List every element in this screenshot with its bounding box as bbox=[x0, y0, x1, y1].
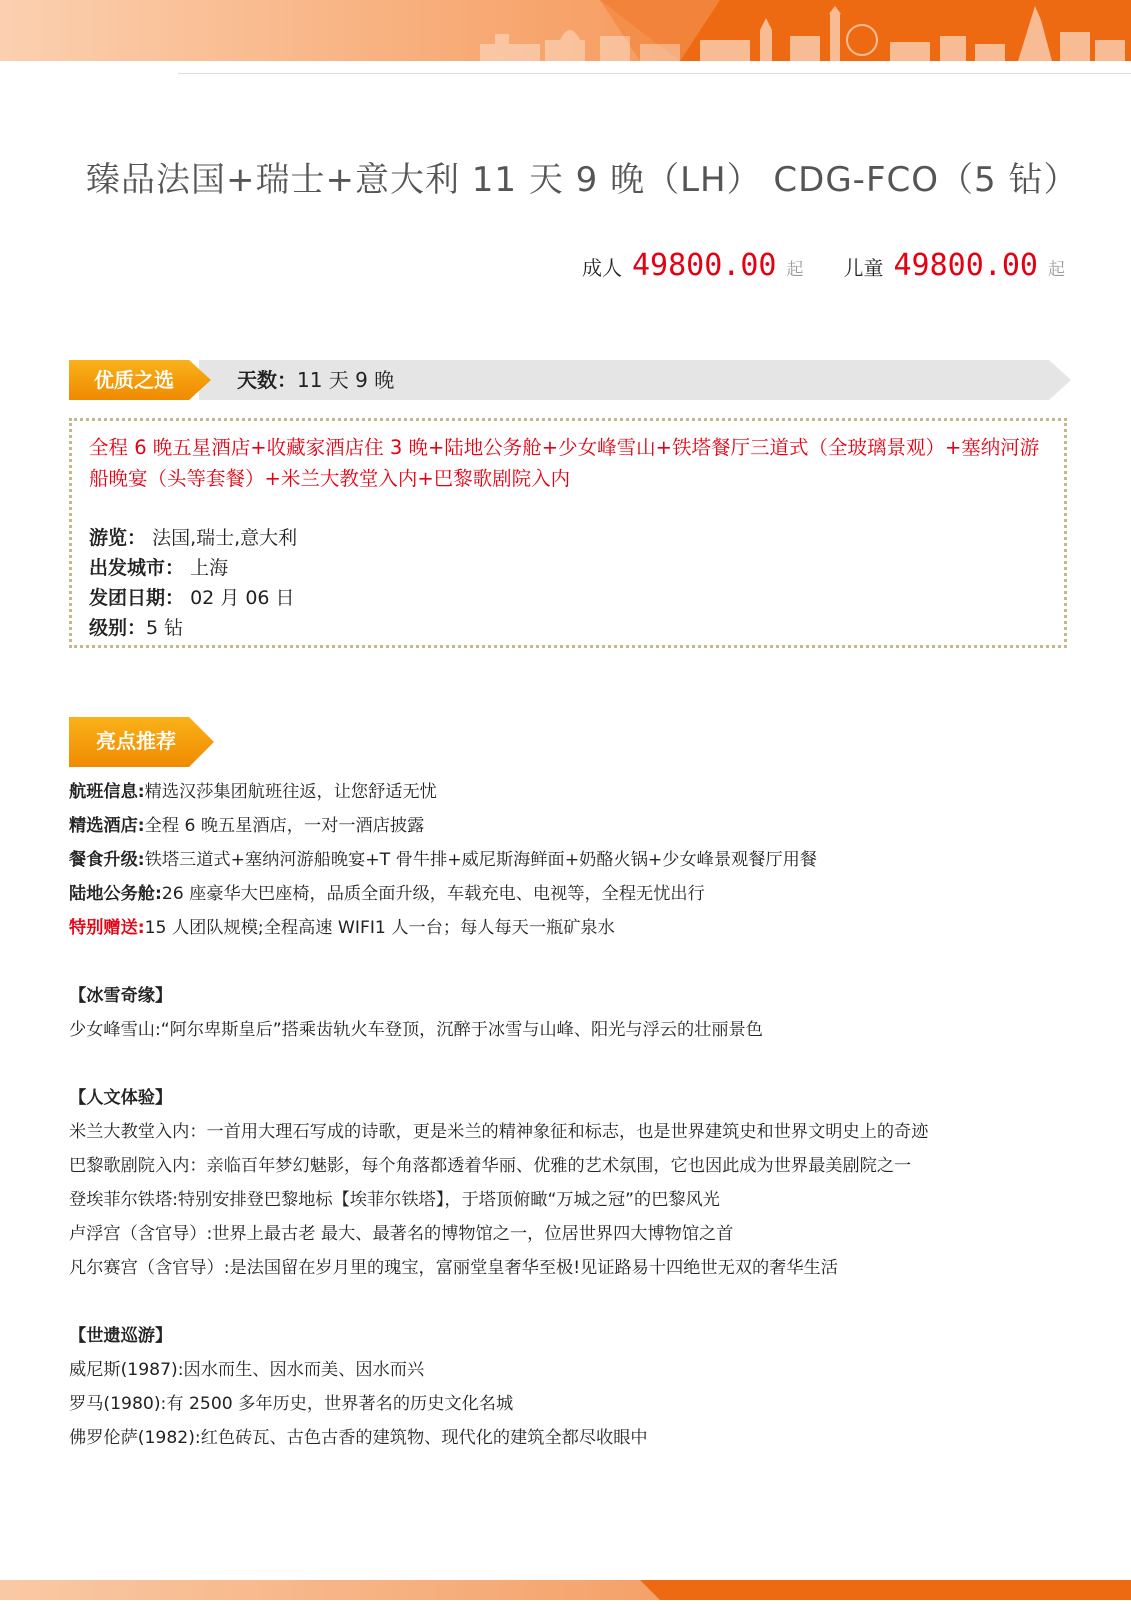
meta-item bbox=[89, 523, 297, 553]
group-line: 登埃菲尔铁塔:特别安排登巴黎地标【埃菲尔铁塔】，于塔顶俯瞰“万城之冠”的巴黎风光 bbox=[69, 1190, 720, 1210]
footer-banner bbox=[0, 1580, 1131, 1600]
feature-line bbox=[69, 911, 1089, 945]
group-line: 卢浮宫（含官导）:世界上最古老 最大、最著名的博物馆之一，位居世界四大博物馆之首 bbox=[69, 1224, 734, 1244]
city-skyline-banner bbox=[0, 0, 1131, 61]
price-label: 儿童 bbox=[843, 256, 884, 280]
feature-line bbox=[69, 775, 1089, 809]
quality-section-bar bbox=[69, 360, 1071, 400]
child-price bbox=[844, 248, 1066, 283]
meta-item bbox=[89, 613, 297, 643]
price-value: 49800.00 bbox=[893, 248, 1038, 283]
meta-label: 发团日期： bbox=[89, 587, 185, 609]
price-suffix: 起 bbox=[1048, 260, 1065, 280]
group-line: 少女峰雪山:“阿尔卑斯皇后”搭乘齿轨火车登顶，沉醉于冰雪与山峰、阳光与浮云的壮丽景色 bbox=[69, 1020, 763, 1040]
page-title: 臻品法国+瑞士+意大利 11 天 9 晚（LH） CDG-FCO（5 钻） bbox=[86, 160, 1079, 200]
section-tag: 优质之选 bbox=[94, 368, 174, 392]
meta-value: 法国,瑞士,意大利 bbox=[152, 527, 298, 549]
spacer bbox=[69, 1285, 1089, 1319]
meta-label: 级别： bbox=[89, 617, 147, 639]
group-heading: 【世遗巡游】 bbox=[69, 1326, 173, 1346]
spacer bbox=[69, 945, 1089, 979]
highlights-section-tag bbox=[69, 717, 214, 767]
feature-label: 精选酒店: bbox=[69, 816, 145, 836]
group-line: 威尼斯(1987):因水而生、因水而美、因水而兴 bbox=[69, 1360, 425, 1380]
feature-label: 餐食升级: bbox=[69, 850, 145, 870]
spacer bbox=[69, 1047, 1089, 1081]
meta-item bbox=[89, 583, 297, 613]
highlight-text: 全程 6 晚五星酒店+收藏家酒店住 3 晚+陆地公务舱+少女峰雪山+铁塔餐厅三道式（全玻璃景观）+塞纳河游船晚宴（头等套餐）+米兰大教堂入内+巴黎歌剧院入内 bbox=[89, 436, 1040, 490]
feature-label: 特别赠送: bbox=[69, 918, 145, 938]
meta-value: 02 月 06 日 bbox=[190, 587, 295, 609]
group-line: 凡尔赛宫（含官导）:是法国留在岁月里的瑰宝，富丽堂皇奢华至极!见证路易十四绝世无双的奢华生活 bbox=[69, 1258, 838, 1278]
feature-line bbox=[69, 877, 1089, 911]
price-suffix: 起 bbox=[786, 260, 804, 280]
group-line: 佛罗伦萨(1982):红色砖瓦、古色古香的建筑物、现代化的建筑全都尽收眼中 bbox=[69, 1428, 648, 1448]
feature-text: 15 人团队规模;全程高速 WIFI1 人一台；每人每天一瓶矿泉水 bbox=[144, 918, 615, 938]
footer-band-shape bbox=[0, 1580, 1131, 1600]
price-label: 成人 bbox=[582, 256, 622, 280]
feature-line bbox=[69, 843, 1089, 877]
feature-text: 26 座豪华大巴座椅，品质全面升级，车载充电、电视等，全程无忧出行 bbox=[161, 884, 705, 904]
feature-label: 陆地公务舱: bbox=[69, 884, 162, 904]
meta-value: 5 钻 bbox=[146, 617, 184, 639]
days-label: 天数： bbox=[237, 368, 297, 392]
group-heading: 【人文体验】 bbox=[69, 1088, 173, 1108]
feature-label: 航班信息: bbox=[69, 782, 145, 802]
feature-text: 铁塔三道式+塞纳河游船晚宴+T 骨牛排+威尼斯海鲜面+奶酪火锅+少女峰景观餐厅用餐 bbox=[144, 850, 817, 870]
meta-item bbox=[89, 553, 297, 583]
meta-value: 上海 bbox=[190, 557, 229, 579]
group-line: 米兰大教堂入内：一首用大理石写成的诗歌，更是米兰的精神象征和标志，也是世界建筑史和世界文明史上的奇迹 bbox=[69, 1122, 929, 1142]
days-info bbox=[237, 360, 394, 400]
feature-text: 全程 6 晚五星酒店，一对一酒店披露 bbox=[144, 816, 425, 836]
trip-info-box bbox=[69, 418, 1067, 648]
group-line: 罗马(1980):有 2500 多年历史，世界著名的历史文化名城 bbox=[69, 1394, 514, 1414]
section-tag: 亮点推荐 bbox=[96, 729, 176, 753]
price-value: 49800.00 bbox=[632, 248, 777, 283]
group-line: 巴黎歌剧院入内：亲临百年梦幻魅影，每个角落都透着华丽、优雅的艺术氛围，它也因此成为世界最美剧院之一 bbox=[69, 1156, 912, 1176]
feature-text: 精选汉莎集团航班往返，让您舒适无忧 bbox=[144, 782, 437, 802]
section-bar-shape bbox=[69, 360, 1071, 400]
header-divider bbox=[178, 73, 1131, 74]
highlights-content bbox=[69, 775, 1089, 1455]
feature-line bbox=[69, 809, 1089, 843]
price-row bbox=[582, 248, 1065, 283]
trip-meta-list bbox=[89, 523, 297, 643]
meta-label: 出发城市： bbox=[89, 557, 185, 579]
adult-price bbox=[582, 248, 804, 283]
header-banner bbox=[0, 0, 1131, 61]
days-value: 11 天 9 晚 bbox=[297, 368, 395, 392]
group-heading: 【冰雪奇缘】 bbox=[69, 986, 173, 1006]
meta-label: 游览： bbox=[89, 527, 147, 549]
